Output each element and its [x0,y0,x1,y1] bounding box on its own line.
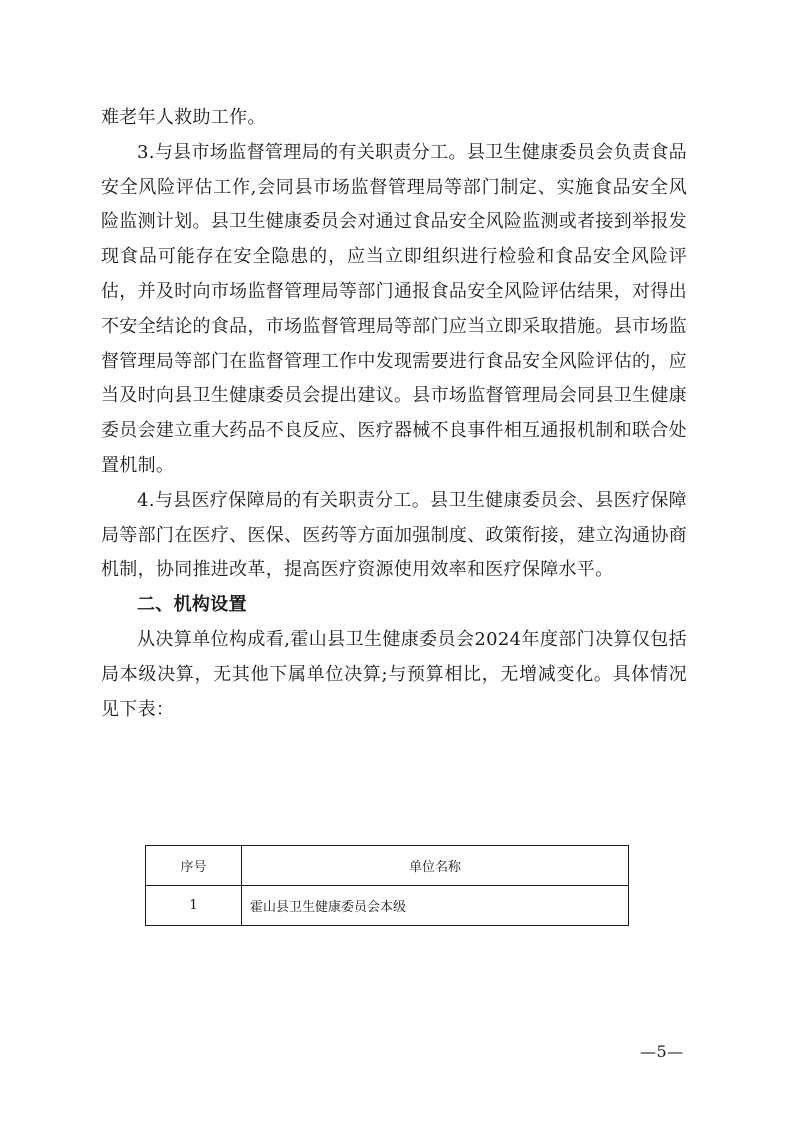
header-serial: 序号 [146,846,242,886]
section-heading: 二、机构设置 [137,594,247,616]
paragraph-continuation: 难老年人救助工作。 [101,107,266,128]
page-number: —5— [640,1042,684,1061]
table-row [146,886,629,926]
paragraph-market-supervision: 3.与县市场监督管理局的有关职责分工。县卫生健康委员会负责食品安全风险评估工作,会同县市场监督管理局等部门制定、实施食品安全风险监测计划。县卫生健康委员会对通过食品安全风险监测或者接到举报发现食品可能存在安全隐患的，应当立即组织进行检验和食品安全风险评估，并及时向市场监督管理局等部门通报食品安全风险评估结果，对得出不安全结论的食品，市场监督管理局等部门应当立即采取措施。县市场监督管理局等部门在监督管理工作中发现需要进行食品安全风险评估的，应当及时向县卫生健康委员会提出建议。县市场监督管理局会同县卫生健康委员会建立重大药品不良反应、医疗器械不良事件相互通报机制和联合处置机制。 [101,141,687,476]
cell-serial: 1 [146,886,242,926]
unit-table [145,845,629,926]
cell-unit-name: 霍山县卫生健康委员会本级 [242,886,629,926]
header-unit-name: 单位名称 [242,846,629,886]
document-body [101,101,687,727]
paragraph-medical-security: 4.与县医疗保障局的有关职责分工。县卫生健康委员会、县医疗保障局等部门在医疗、医保、医药等方面加强制度、政策衔接，建立沟通协商机制，协同推进改革，提高医疗资源使用效率和医疗保障水平。 [101,489,687,581]
paragraph-structure: 从决算单位构成看,霍山县卫生健康委员会2024年度部门决算仅包括局本级决算，无其他下属单位决算;与预算相比，无增减变化。具体情况见下表： [101,628,687,720]
table-header-row [146,846,629,886]
